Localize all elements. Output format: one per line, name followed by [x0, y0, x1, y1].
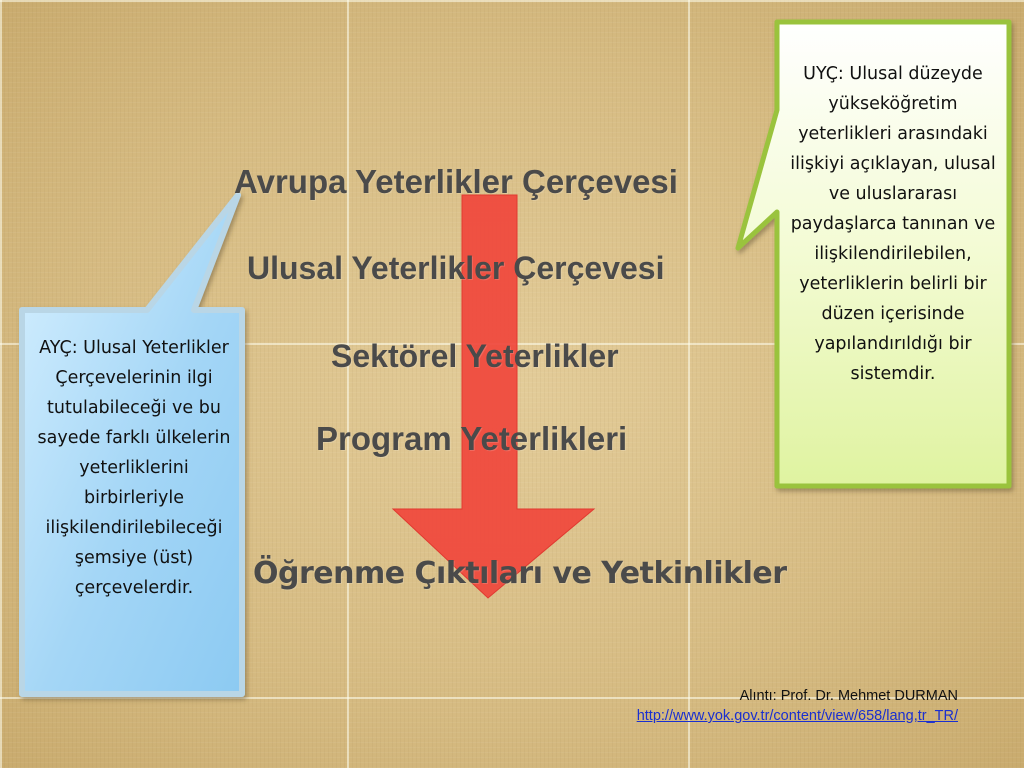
heading-avrupa-yeterlikler: Avrupa Yeterlikler Çerçevesi: [234, 163, 678, 200]
heading-sektorel-yeterlikler: Sektörel Yeterlikler: [331, 338, 619, 374]
citation-link[interactable]: http://www.yok.gov.tr/content/view/658/lang,tr_TR/: [636, 708, 958, 724]
heading-program-yeterlikleri: Program Yeterlikleri: [316, 420, 628, 457]
citation-author: Alıntı: Prof. Dr. Mehmet DURMAN: [739, 688, 958, 704]
heading-ulusal-yeterlikler: Ulusal Yeterlikler Çerçevesi: [247, 250, 665, 286]
left-callout-text: AYÇ: Ulusal Yeterlikler Çerçevelerinin ilgi tutulabileceği ve bu sayede farklı ülkelerin yeterliklerini birbirleriyle ilişkilendirilebileceği şemsiye (üst) çerçevelerdir.: [37, 338, 231, 598]
right-callout-text: UYÇ: Ulusal düzeyde yükseköğretim yeterlikleri arasındaki ilişkiyi açıklayan, ulusal ve uluslararası paydaşlarca tanınan ve ilişkilendirilebilen, yeterliklerin belirli bir düzen içerisinde yapılandırıldığı bir sistemdir.: [790, 64, 996, 384]
heading-ogrenme-ciktilari: Öğrenme Çıktıları ve Yetkinlikler: [253, 556, 787, 591]
